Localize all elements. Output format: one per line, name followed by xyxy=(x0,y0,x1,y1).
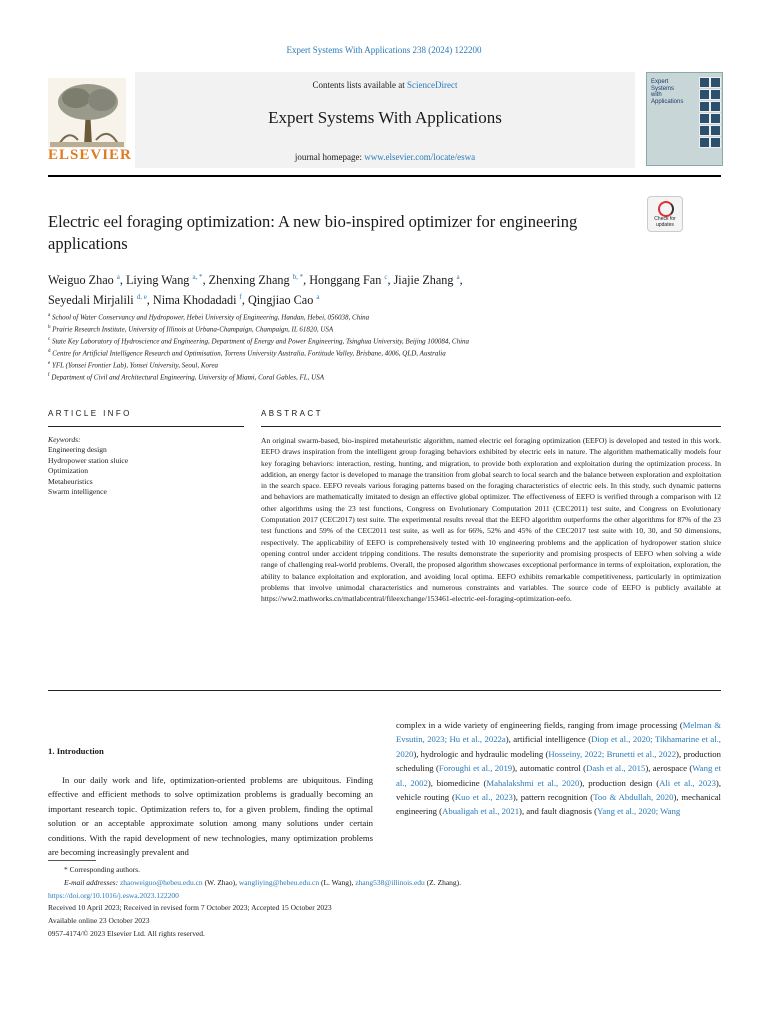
check-updates-label: Check for updates xyxy=(654,216,676,228)
citation-link[interactable]: Foroughi et al., 2019 xyxy=(438,763,513,774)
cover-tile xyxy=(710,137,721,148)
contents-prefix: Contents lists available at xyxy=(312,80,407,90)
elsevier-tree-icon xyxy=(48,78,126,148)
cover-tile xyxy=(699,113,710,124)
publisher-name: ELSEVIER xyxy=(48,147,132,163)
keyword: Engineering design xyxy=(48,445,107,454)
paper-title: Electric eel foraging optimization: A new bio-inspired optimizer for engineering applications xyxy=(48,212,578,253)
author-name[interactable]: Seyedali Mirjalili xyxy=(48,293,134,308)
affiliation: $^a$ School of Water Conservancy and Hydropower, Hebei University of Engineering, Handan, Hebei, 056038, China xyxy=(48,313,370,322)
body-text: ), production scheduling ( xyxy=(396,748,721,774)
body-text: ), biomedicine ( xyxy=(427,777,487,788)
received-dates: Received 10 April 2023; Received in revised form 7 October 2023; Accepted 15 October 2023 xyxy=(48,903,332,913)
intro-left-column: In our daily work and life, optimization-oriented problems are ubiquitous. Finding effective and efficient methods to solve optimization problems is gradually becoming an important research topic. Optimization refers to, for a given problem, finding the optimal solution or an acceptable approximate solution among many solutions under certain conditions. With the rapid development of new technologies, many optimization problems are becoming increasingly prevalent and xyxy=(48,775,373,858)
author-affil-marker[interactable]: a xyxy=(456,273,460,281)
keyword: Swarm intelligence xyxy=(48,487,107,497)
affiliation: $^f$ Department of Civil and Architectural Engineering, University of Miami, Coral Gables, FL, USA xyxy=(48,373,325,382)
body-text: ), automatic control ( xyxy=(512,763,587,774)
citation-link[interactable]: Dash et al., 2015 xyxy=(586,763,646,774)
affiliation: $^e$ YFL (Yonsei Frontier Lab), Yonsei University, Seoul, Korea xyxy=(48,361,219,370)
body-text: ), mechanical engineering ( xyxy=(396,792,721,817)
author-name[interactable]: Weiguo Zhao xyxy=(48,273,114,288)
citation-link[interactable]: Kuo et al., 2023 xyxy=(454,792,513,803)
doi-link[interactable]: https://doi.org/10.1016/j.eswa.2023.122200 xyxy=(48,890,179,900)
author-affil-marker[interactable]: f xyxy=(239,293,242,302)
homepage-line xyxy=(135,152,635,162)
journal-cover-thumbnail[interactable] xyxy=(646,72,723,166)
online-date: Available online 23 October 2023 xyxy=(48,916,150,926)
sciencedirect-link[interactable]: ScienceDirect xyxy=(407,80,458,90)
cover-title: Expert Systems with Applications xyxy=(651,79,684,105)
keywords-list xyxy=(48,445,128,498)
affiliation-list xyxy=(48,311,688,383)
keyword: Metaheuristics xyxy=(48,476,93,486)
cover-tile xyxy=(699,77,710,88)
citation-link[interactable]: Ali et al., 2023 xyxy=(659,777,716,788)
journal-homepage-link[interactable]: www.elsevier.com/locate/eswa xyxy=(364,152,476,162)
author-affil-marker[interactable]: a xyxy=(316,293,320,302)
citation-link[interactable]: Yang et al., 2020; Wang xyxy=(596,806,681,817)
section-rule xyxy=(48,690,721,691)
email-link[interactable]: wangliying@hebeu.edu.cn xyxy=(238,877,320,887)
footnote-rule xyxy=(48,860,96,861)
author-name[interactable]: Honggang Fan xyxy=(309,273,382,288)
check-for-updates-button[interactable] xyxy=(647,196,683,232)
cover-tile xyxy=(710,101,721,112)
intro-right-column xyxy=(396,718,721,819)
body-text: ), and fault diagnosis ( xyxy=(519,806,597,817)
citation-link[interactable]: Wang et al., 2002 xyxy=(396,763,721,788)
author-affil-marker[interactable]: a xyxy=(116,273,120,281)
cover-tile xyxy=(699,137,710,148)
author-list: Weiguo Zhao $^a$, Liying Wang $^{a, *}$, Zhenxing Zhang $^{b, *}$, Honggang Fan $^c$, Jiajie Zhang $^a$, Seyedali Mirjalili $^{d, e}$, Nima Khodadadi $^f$, Qingjiao Cao $^a$ xyxy=(48,273,463,308)
journal-banner xyxy=(135,72,635,168)
keyword: Optimization xyxy=(48,466,89,476)
author-name[interactable]: Qingjiao Cao xyxy=(247,293,314,308)
keywords-label: Keywords: xyxy=(48,435,81,444)
affiliation: $^d$ Centre for Artificial Intelligence Research and Optimisation, Torrens University Australia, Fortitude Valley, Brisbane, 4006, QLD, Australia xyxy=(48,349,446,358)
keyword: Hydropower station sluice xyxy=(48,455,129,465)
introduction-heading: 1. Introduction xyxy=(48,746,104,756)
email-link[interactable]: zhaoweiguo@hebeu.edu.cn xyxy=(119,877,203,887)
citation-link[interactable]: Too & Abdullah, 2020 xyxy=(593,792,674,803)
citation-link[interactable]: Melman & Evsutin, 2023; Hu et al., 2022a xyxy=(396,720,721,745)
affiliation: $^c$ State Key Laboratory of Hydroscience and Engineering, Department of Energy and Power Engineering, Tsinghua University, Beijing 100084, China xyxy=(48,337,470,346)
footnotes xyxy=(48,864,728,941)
author-affil-marker[interactable]: b, * xyxy=(292,273,304,281)
cover-tile xyxy=(710,89,721,100)
author-affil-marker[interactable]: d, e xyxy=(136,293,147,302)
contents-line xyxy=(135,80,635,90)
abstract-heading: ABSTRACT xyxy=(261,409,323,418)
author-affil-marker[interactable]: a, * xyxy=(192,273,203,281)
citation-link[interactable]: Diop et al., 2020; Tikhamarine et al., 2020 xyxy=(396,734,721,759)
author-name[interactable]: Liying Wang xyxy=(125,273,190,288)
body-text: ), aerospace ( xyxy=(645,763,693,774)
abstract-text: An original swarm-based, bio-inspired metaheuristic algorithm, named electric eel foraging optimization (EEFO) is developed and tested in this work. EEFO draws inspiration from the intelligent group foraging behaviors exhibited by electric eels in nature. The algorithm mathematically models four key foraging behaviors: interaction, resting, hunting, and migration, to provide both exploration and exploitation during the optimization process. In addition, an energy factor is developed to manage the transition from global search to local search and the balance between exploration and exploitation in the search space. EEFO reveals various foraging patterns based on the foraging characteristics of electric eels. In this study, such dynamic patterns and behaviors are mathematically imitated to design an effective global optimizer. The effectiveness of EEFO is verified through a comparison with 12 other algorithms using the 23 test functions, Congress on Evolutionary Computation 2011 (CEC2011) test suite, and Congress on Evolutionary Computation 2017 (CEC2017) test suite. The experimental results reveal that the EEFO algorithm outperforms the other algorithms for 87% of the 23 test functions and 59% of the CEC2011 test suite, as well as for 66%, 52% and 45% of the CEC2017 test suite with 10, 30, and 50 dimensions, respectively. The applicability of EEFO is comprehensively tested with 10 engineering problems and the application of hydropower station sluice opening control under accident tripping conditions. The results demonstrate the superiority and promising prospects of EEFO when solving a wide range of challenging real-world problems. Overall, the proposed algorithm showcases exceptional performance in terms of exploitation, exploration, the ability to balance exploitation and exploration, and avoiding local optima. EEFO exhibits remarkable competitiveness, particularly in optimization problems that involve unimodal characteristics and numerous constraints and variables. The source code of EEFO is publicly available at https://ww2.mathworks.cn/matlabcentral/fileexchange/153461-electric-eel-foraging-optimization-eefo. xyxy=(261,436,721,604)
header-rule xyxy=(48,175,721,177)
check-updates-icon xyxy=(658,201,674,217)
body-text: ), hydrologic and hydraulic modeling ( xyxy=(413,748,549,759)
journal-title[interactable]: Expert Systems With Applications xyxy=(268,108,502,127)
citation-link[interactable]: Abualigah et al., 2021 xyxy=(442,806,520,817)
citation-link[interactable]: Mahalakshmi et al., 2020 xyxy=(486,777,580,788)
copyright: 0957-4174/© 2023 Elsevier Ltd. All rights reserved. xyxy=(48,928,205,938)
article-info-rule xyxy=(48,426,244,427)
corresponding-note: * Corresponding authors. xyxy=(64,865,141,874)
body-text: complex in a wide variety of engineering fields, ranging from image processing ( xyxy=(396,720,683,730)
abstract-rule xyxy=(261,426,721,427)
article-info-heading: ARTICLE INFO xyxy=(48,409,132,418)
cover-tile xyxy=(710,113,721,124)
homepage-prefix: journal homepage: xyxy=(294,152,365,162)
author-name[interactable]: Jiajie Zhang xyxy=(393,273,454,288)
citation-link[interactable]: Hosseiny, 2022; Brunetti et al., 2022 xyxy=(548,748,677,759)
email-line: E-mail addresses: zhaoweiguo@hebeu.edu.cn (W. Zhao), wangliying@hebeu.edu.cn (L. Wang), zhang538@illinois.edu (Z. Zhang). xyxy=(64,877,462,887)
author-name[interactable]: Nima Khodadadi xyxy=(152,293,237,308)
cover-tile xyxy=(699,89,710,100)
body-text: ), vehicle routing ( xyxy=(396,777,721,803)
cover-tile xyxy=(710,125,721,136)
cover-tile xyxy=(699,125,710,136)
cover-tile xyxy=(710,77,721,88)
body-text: ), pattern recognition ( xyxy=(512,792,594,803)
body-text: ), artificial intelligence ( xyxy=(505,734,592,745)
cover-tile xyxy=(699,101,710,112)
author-name[interactable]: Zhenxing Zhang xyxy=(208,273,290,288)
journal-citation-link[interactable]: Expert Systems With Applications 238 (2024) 122200 xyxy=(286,45,482,55)
elsevier-logo[interactable] xyxy=(48,78,132,168)
body-text: ), production design ( xyxy=(579,777,660,788)
author-affil-marker[interactable]: c xyxy=(384,273,388,281)
affiliation: $^b$ Prairie Research Institute, University of Illinois at Urbana-Champaign, Champaign, IL 61820, USA xyxy=(48,325,334,334)
email-link[interactable]: zhang538@illinois.edu xyxy=(355,877,425,887)
